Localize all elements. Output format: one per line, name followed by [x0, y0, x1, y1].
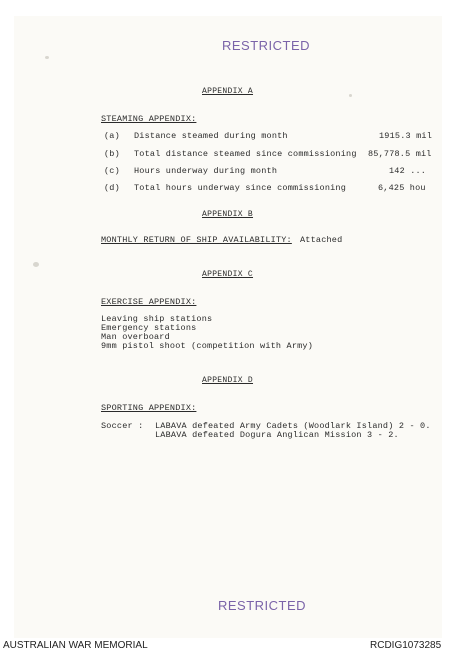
appendix-d-heading: APPENDIX D	[202, 376, 254, 385]
row-d-label: Total hours underway since commissioning	[134, 183, 347, 193]
restricted-stamp-bottom: RESTRICTED	[218, 598, 307, 613]
paper-speck	[349, 94, 352, 97]
paper-speck	[33, 262, 39, 267]
row-a-value: 1915.3 mil	[379, 131, 433, 141]
exercise-item: Emergency stations	[101, 323, 197, 333]
sport-result: LABAVA defeated Army Cadets (Woodlark Island) 2 - 0.	[155, 421, 431, 431]
restricted-stamp-top: RESTRICTED	[222, 38, 311, 53]
row-d-marker: (d)	[104, 183, 120, 193]
appendix-a-heading: APPENDIX A	[202, 87, 254, 96]
row-c-value: 142 ...	[389, 166, 427, 176]
sporting-appendix-title: SPORTING APPENDIX:	[101, 403, 197, 413]
document-page	[14, 16, 442, 638]
exercise-item: 9mm pistol shoot (competition with Army)	[101, 341, 314, 351]
row-c-marker: (c)	[104, 166, 120, 176]
row-c-label: Hours underway during month	[134, 166, 278, 176]
sport-result: LABAVA defeated Dogura Anglican Mission 3 - 2.	[155, 430, 399, 440]
footer-record-id: RCDIG1073285	[370, 640, 442, 651]
row-d-value: 6,425 hou	[378, 183, 426, 193]
row-a-label: Distance steamed during month	[134, 131, 288, 141]
exercise-item: Man overboard	[101, 332, 170, 342]
exercise-item: Leaving ship stations	[101, 314, 213, 324]
exercise-appendix-title: EXERCISE APPENDIX:	[101, 297, 197, 307]
sport-label: Soccer :	[101, 421, 144, 431]
row-b-value: 85,778.5 mil	[368, 149, 432, 159]
appendix-c-heading: APPENDIX C	[202, 270, 254, 279]
availability-note: Attached	[300, 235, 343, 245]
steaming-appendix-title: STEAMING APPENDIX:	[101, 114, 197, 124]
row-a-marker: (a)	[104, 131, 120, 141]
appendix-b-heading: APPENDIX B	[202, 210, 254, 219]
row-b-marker: (b)	[104, 149, 120, 159]
paper-speck	[45, 56, 49, 59]
footer-archive-name: AUSTRALIAN WAR MEMORIAL	[3, 640, 148, 651]
availability-title: MONTHLY RETURN OF SHIP AVAILABILITY:	[101, 235, 292, 245]
row-b-label: Total distance steamed since commissioning	[134, 149, 357, 159]
